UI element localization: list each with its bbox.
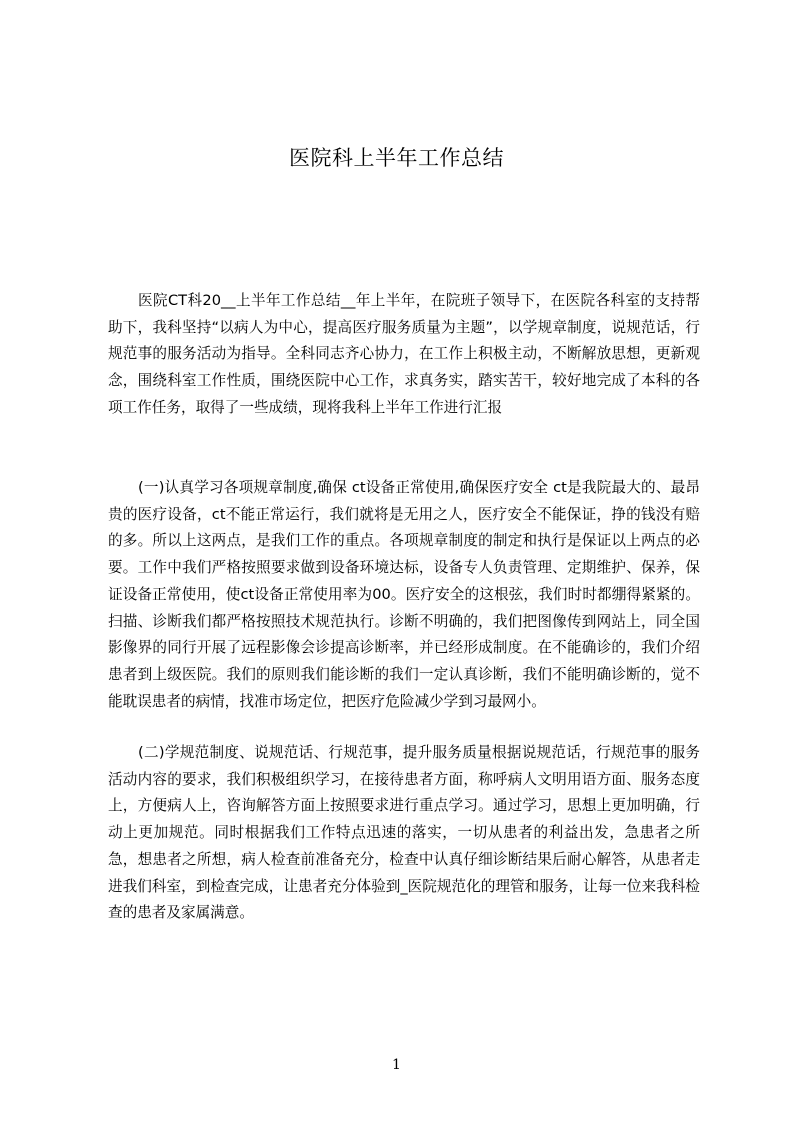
page-number: 1 [392,1057,401,1073]
document-title: 医院科上半年工作总结 [289,146,504,170]
paragraph-section-two: (二)学规范制度、说规范话、行规范事，提升服务质量根据说规范话，行规范事的服务活动内容的要求，我们积极组织学习，在接待患者方面，称呼病人文明用语方面、服务态度上，方便病人上，咨询解答方面上按照要求进行重点学习。通过学习，思想上更加明确，行动上更加规范。同时根据我们工作特点迅速的落实，一切从患者的利益出发，急患者之所急，想患者之所想，病人检查前准备充分，检查中认真仔细诊断结果后耐心解答，从患者走进我们科室，到检查完成，让患者充分体验到_医院规范化的理管和服务，让每一位来我科检查的患者及家属满意。 [108,744,700,922]
paragraph-section-one: (一)认真学习各项规章制度,确保 ct设备正常使用,确保医疗安全 ct是我院最大的、最昂贵的医疗设备，ct不能正常运行，我们就将是无用之人，医疗安全不能保证，挣的钱没有赔的多。所以上这两点，是我们工作的重点。各项规章制度的制定和执行是保证以上两点的必要。工作中我们严格按照要求做到设备环境达标，设备专人负责管理、定期维护、保养，保证设备正常使用，使ct设备正常使用率为00。医疗安全的这根弦，我们时时都绷得紧紧的。扫描、诊断我们都严格按照技术规范执行。诊断不明确的，我们把图像传到网站上，同全国影像界的同行开展了远程影像会诊提高诊断率，并已经形成制度。在不能确诊的，我们介绍患者到上级医院。我们的原则我们能诊断的我们一定认真诊断，我们不能明确诊断的，觉不能耽误患者的病情，找准市场定位，把医疗危险减少学到习最网小。 [108,479,700,710]
paragraph-intro: 医院CT科20__上半年工作总结__年上半年，在院班子领导下，在医院各科室的支持帮助下，我科坚持“以病人为中心，提高医疗服务质量为主题”，以学规章制度，说规范话，行规范事的服务活动为指导。全科同志齐心协力，在工作上积极主动，不断解放思想，更新观念，围绕科室工作性质，围绕医院中心工作，求真务实，踏实苦干，较好地完成了本科的各项工作任务，取得了一些成绩，现将我科上半年工作进行汇报 [108,292,700,416]
